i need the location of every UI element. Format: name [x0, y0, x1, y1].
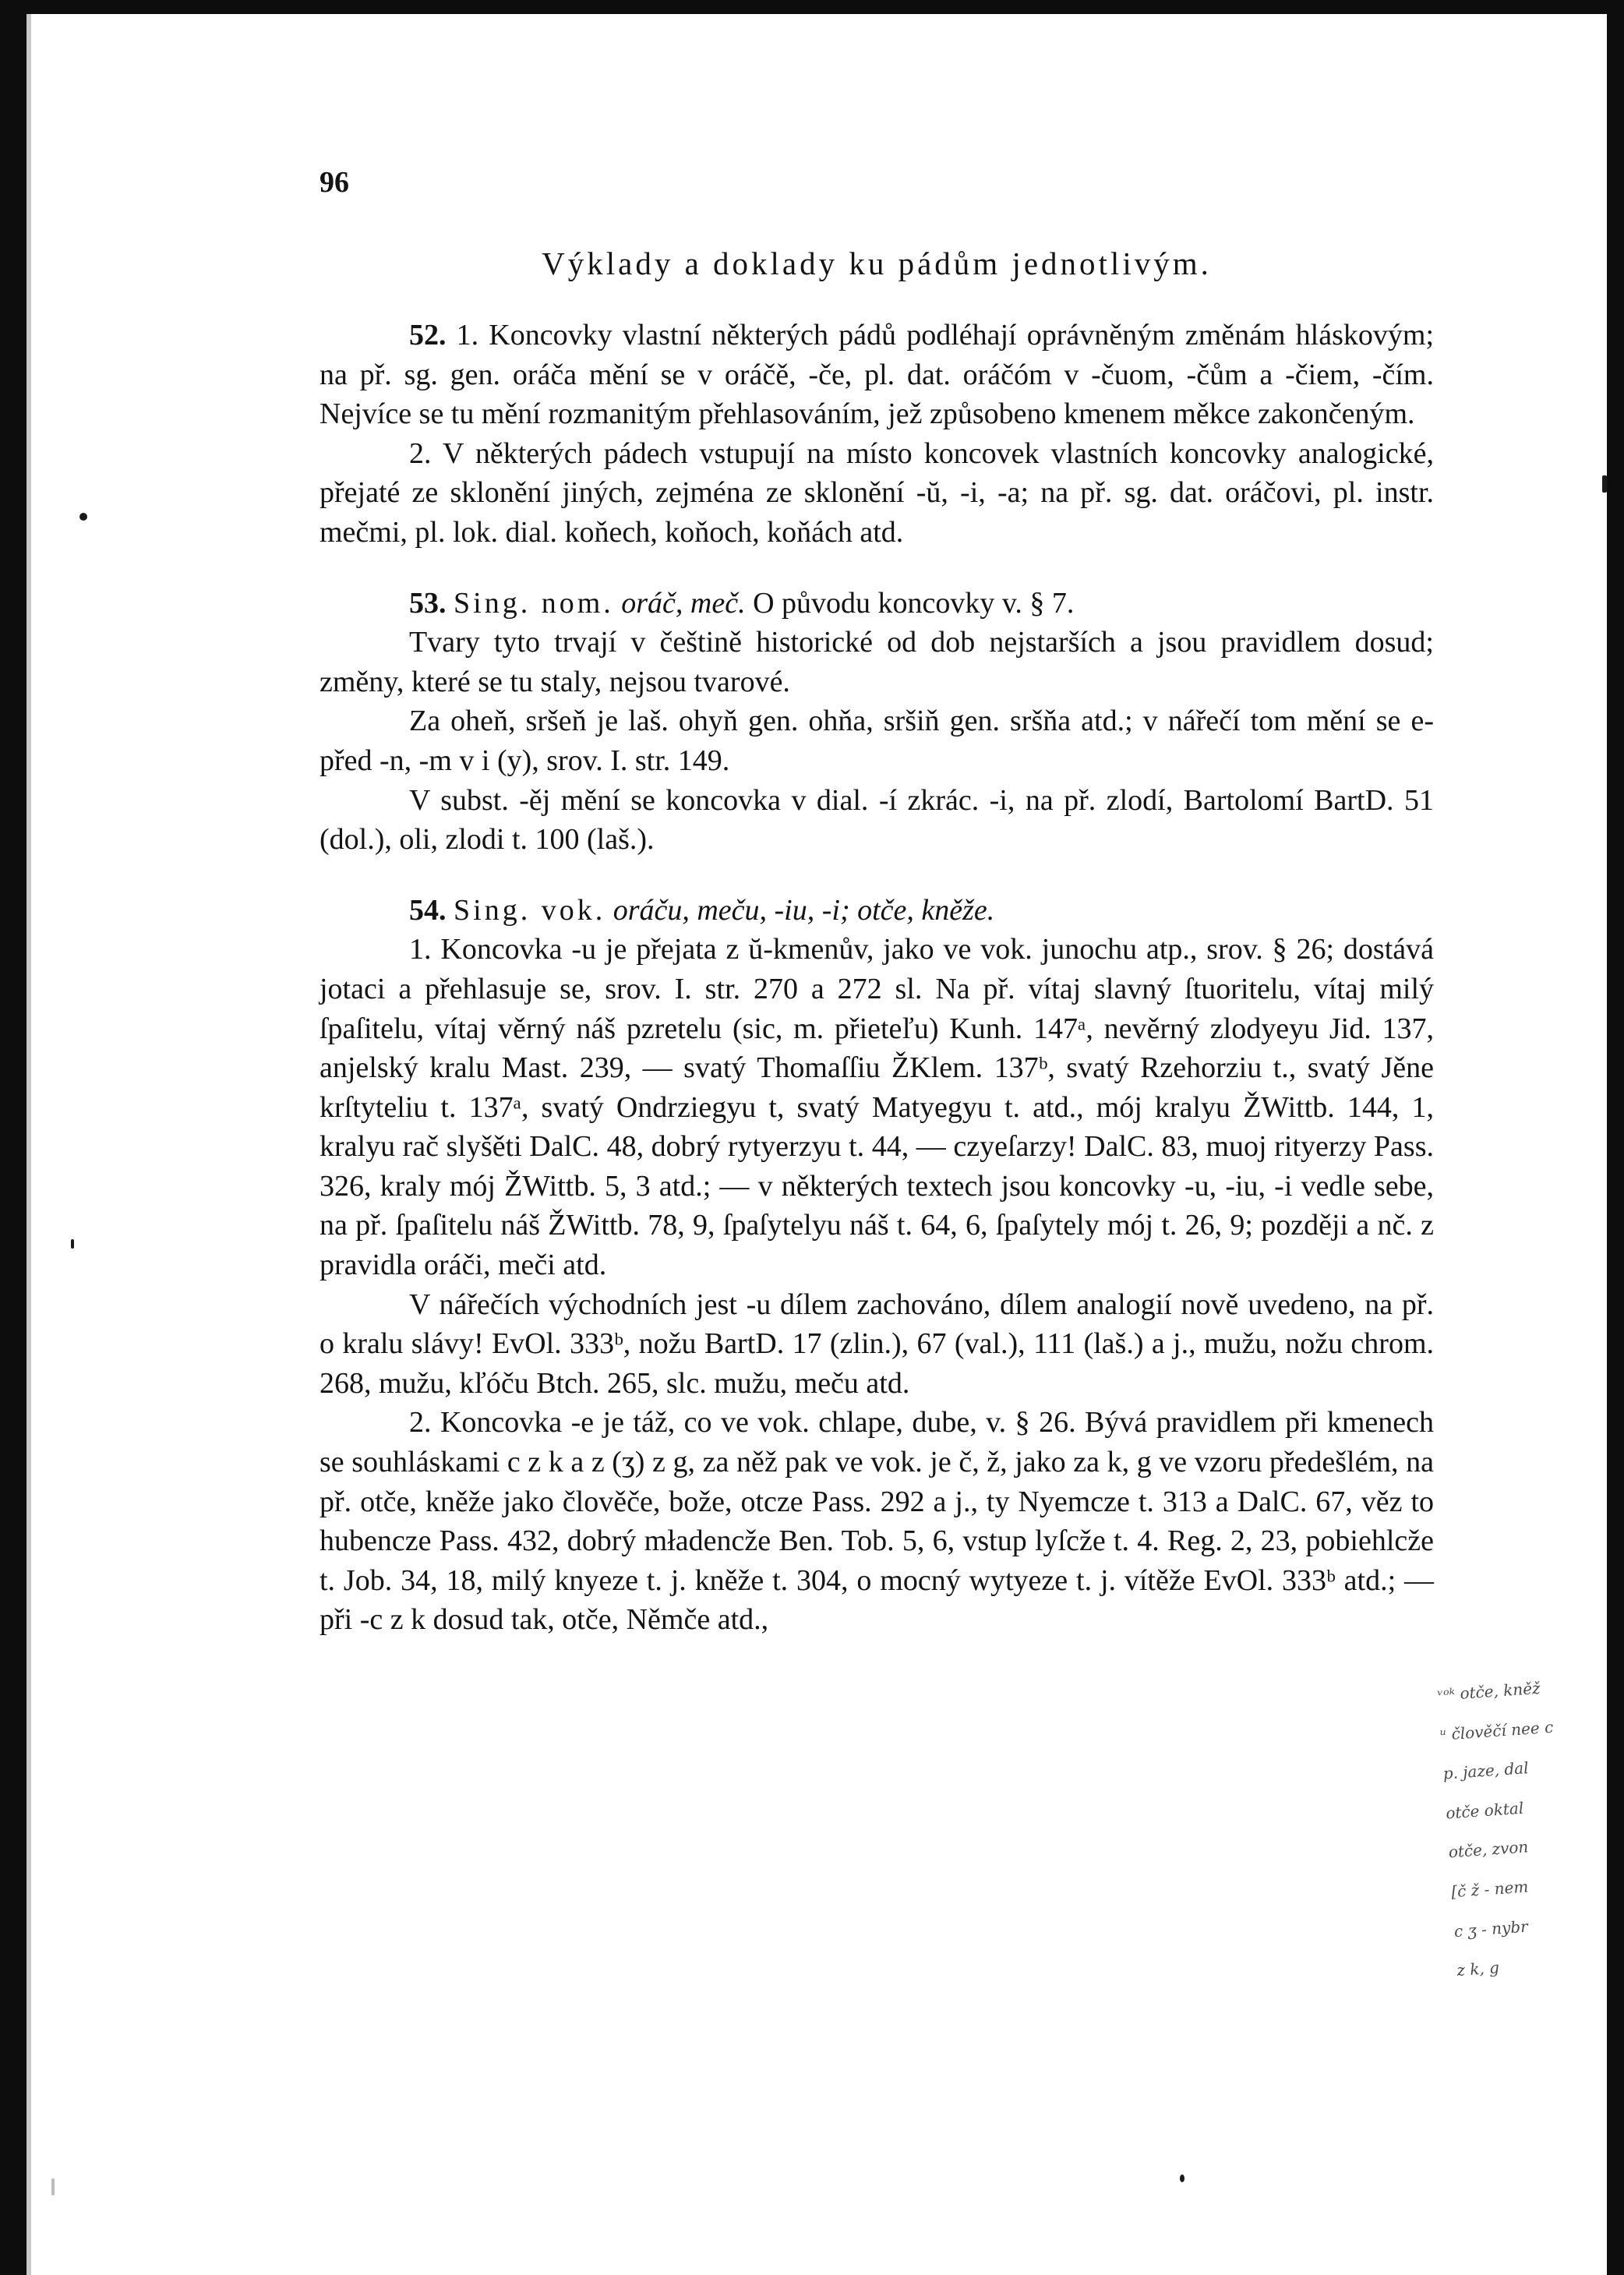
case-label: Sing. nom. [454, 586, 614, 620]
ink-speck [79, 513, 87, 521]
section-number: 52. [409, 319, 447, 351]
scan-border-shadow [26, 14, 31, 2275]
section-number: 53. [409, 586, 447, 620]
case-label: Sing. vok. [454, 893, 606, 927]
margin-note-line: [č ž - nem [1450, 1877, 1530, 1902]
margin-note-line: z k, g [1456, 1958, 1500, 1980]
section-53-paragraph-3: V subst. -ěj mění se koncovka v dial. -í zkrác. -i, na př. zlodí, Bartolomí BartD. 51 (dol.), oli, zlodi t. 100 (laš.). [320, 783, 1434, 857]
handwritten-margin-notes [1436, 1664, 1624, 1991]
section-54-paragraph-1: 1. Koncovka -u je přejata z ŭ-kmenův, jako ve vok. junochu atp., srov. § 26; dostává jotaci a přehlasuje se, srov. I. str. 270 a 272 sl. Na př. vítaj slavný ſtuoritelu, vítaj milý ſpaſitelu, vítaj věrný náš pzretelu (sic, m. přieteľu) Kunh. 147ᵃ, nevěrný zlodyeyu Jid. 137, anjelský kralu Mast. 239, — svatý Thomaſſiu ŽKlem. 137ᵇ, svatý Rzehorziu t., svatý Jěne krſtyteliu t. 137ᵃ, svatý Ondrziegyu t, svatý Matyegyu t. atd., mój kralyu ŽWittb. 144, 1, kralyu rač slyšěti DalC. 48, dobrý rytyerzyu t. 44, — czyeſarzy! DalC. 83, muoj rityerzy Pass. 326, kraly mój ŽWittb. 5, 3 atd.; — v některých textech jsou koncovky -u, -iu, -i vedle sebe, na př. ſpaſitelu náš ŽWittb. 78, 9, ſpaſytelyu náš t. 64, 6, ſpaſytely mój t. 26, 9; později a nč. z pravidla oráči, meči atd. [320, 933, 1434, 1282]
section-53-paragraph-2: Za oheň, sršeň je laš. ohyň gen. ohňa, sršiň gen. sršňa atd.; v nářečí tom mění se e- před -n, -m v i (y), srov. I. str. 149. [320, 705, 1434, 777]
ink-speck [71, 1239, 74, 1249]
margin-note-line: p. jaze, dal [1442, 1758, 1530, 1783]
paragraph-text: 1. Koncovky vlastní některých pádů podléhají oprávněným změnám hláskovým; na př. sg. gen. oráča mění se v oráčě, -če, pl. dat. oráčóm v -čuom, -čům a -čiem, -čím. Nejvíce se tu mění rozmanitým přehlasováním, jež způsobeno kmenem měkce zakončeným. [320, 319, 1435, 431]
section-53-paragraph-1: Tvary tyto trvají v češtině historické od dob nejstarších a jsou pravidlem dosud; změny, které se tu staly, nejsou tvarové. [320, 626, 1434, 698]
section-52-paragraph-2: 2. V některých pádech vstupují na místo koncovek vlastních koncovky analogické, přejaté ze sklonění jiných, zejména ze sklonění -ŭ, -i, -a; na př. sg. dat. oráčovi, pl. instr. mečmi, pl. lok. dial. koňech, koňoch, koňách atd. [320, 436, 1434, 549]
page-number: 96 [320, 166, 349, 199]
example-forms: oráč, meč. [621, 586, 746, 620]
example-forms: oráču, meču, -iu, -i; otče, kněže. [613, 893, 995, 927]
section-52-paragraph-1 [320, 316, 1434, 434]
margin-note-line: otče, zvon [1448, 1837, 1530, 1862]
page-title: Výklady a doklady ku pádům jednotlivým. [542, 246, 1212, 281]
section-54-heading [320, 891, 1434, 931]
section-53-heading [320, 584, 1434, 624]
section-54-paragraph-2: V nářečích východních jest -u dílem zachováno, dílem analogií nově uvedeno, na př. o kralu slávy! EvOl. 333ᵇ, nožu BartD. 17 (zlin.), 67 (val.), 111 (laš.) a j., mužu, nožu chrom. 268, mužu, kľóču Btch. 265, slc. mužu, meču atd. [320, 1288, 1434, 1400]
page-body [320, 316, 1434, 1640]
section-54-paragraph-3: 2. Koncovka -e je táž, co ve vok. chlape, dube, v. § 26. Bývá pravidlem při kmenech se souhláskami c z k a z (ʒ) z g, za něž pak ve vok. je č, ž, jako za k, g ve vzoru předešlém, na př. otče, kněže jako člověče, bože, otcze Pass. 292 a j., ty Nyemcze t. 313 a DalC. 67, věz to hubencze Pass. 432, dobrý mładencže Ben. Tob. 5, 6, vstup lyſcže t. 4. Reg. 2, 23, pobiehlcže t. Job. 34, 18, milý knyeze t. j. kněže t. 304, o mocný wytyeze t. j. vítěže EvOl. 333ᵇ atd.; — při -c z k dosud tak, otče, Němče atd., [320, 1406, 1434, 1637]
heading-note: O původu koncovky v. § 7. [753, 586, 1075, 620]
ink-speck [1602, 475, 1607, 493]
margin-note-line: c ʒ - nybr [1453, 1916, 1529, 1941]
margin-note-line: ᵛᵒᵏ otče, kněž [1436, 1678, 1541, 1704]
margin-note-line: ᵘ člověčí nee c [1439, 1717, 1554, 1744]
scan-border-left [0, 0, 26, 2275]
margin-note-line: otče oktal [1445, 1798, 1524, 1823]
ink-speck [1180, 2174, 1184, 2182]
section-number: 54. [409, 893, 447, 927]
ink-speck [51, 2178, 55, 2196]
scan-border-top [0, 0, 1624, 14]
